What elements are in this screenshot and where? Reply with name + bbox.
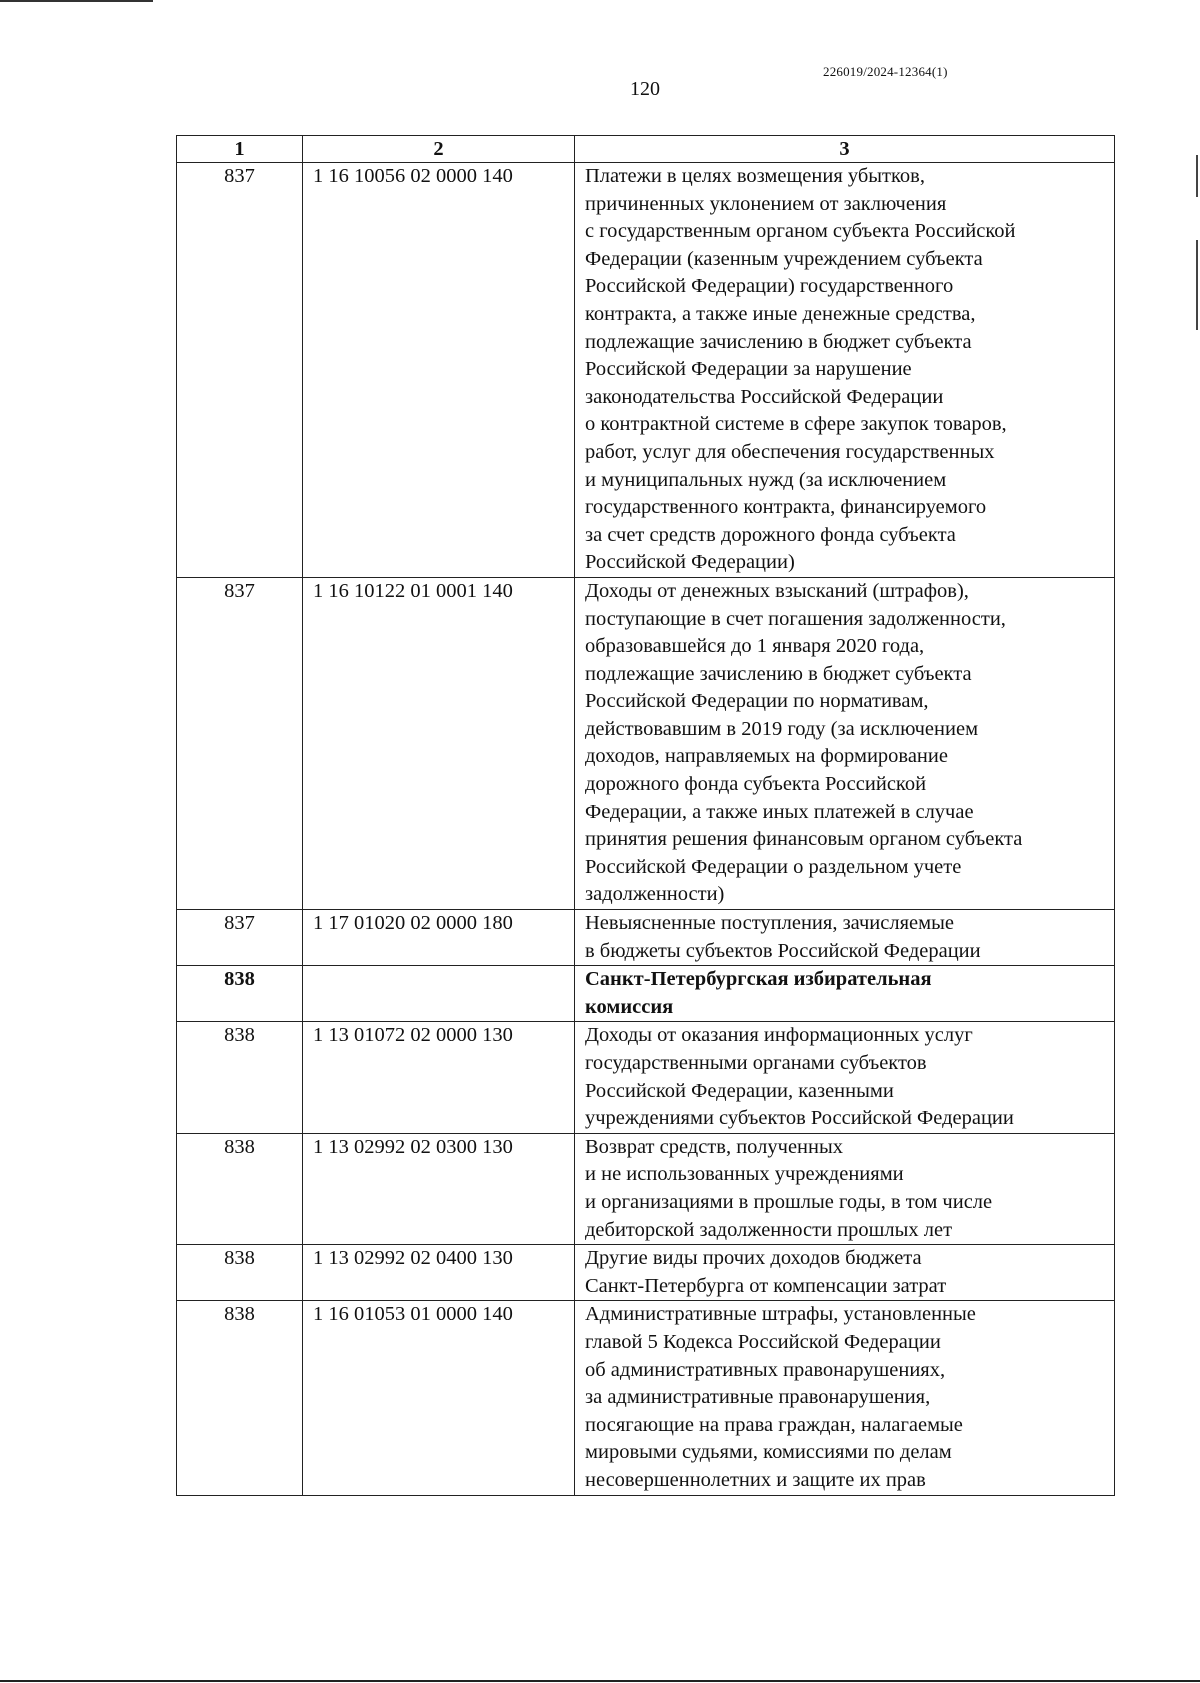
scan-edge-mark: [1196, 240, 1198, 330]
budget-code-cell: 1 16 10122 01 0001 140: [303, 577, 575, 909]
description-line: и не использованных учреждениями: [585, 1163, 904, 1186]
description-line: Возврат средств, полученных: [585, 1135, 844, 1158]
description-line: дорожного фонда субъекта Российской: [585, 773, 927, 796]
description-line: Российской Федерации) государственного: [585, 275, 954, 298]
budget-code-cell: [303, 966, 575, 1022]
description-line: с государственным органом субъекта Российской: [585, 220, 1016, 243]
page-number: 120: [630, 78, 660, 100]
description-cell: [575, 1022, 1115, 1133]
description-line: принятия решения финансовым органом субъекта: [585, 828, 1023, 851]
description-line: Российской Федерации о раздельном учете: [585, 855, 962, 878]
admin-code-cell: 838: [177, 1022, 303, 1133]
table-row: [177, 910, 1115, 966]
description-line: об административных правонарушениях,: [585, 1358, 946, 1381]
column-header-3: 3: [575, 136, 1115, 163]
description-line: действовавшим в 2019 году (за исключением: [585, 717, 979, 740]
table-row: [177, 966, 1115, 1022]
description-line: Доходы от денежных взысканий (штрафов),: [585, 579, 969, 602]
description-line: посягающие на права граждан, налагаемые: [585, 1413, 963, 1436]
scan-edge-mark: [1196, 155, 1198, 197]
description-line: за счет средств дорожного фонда субъекта: [585, 523, 956, 546]
description-line: Санкт-Петербурга от компенсации затрат: [585, 1274, 947, 1297]
description-line: Административные штрафы, установленные: [585, 1303, 976, 1326]
description-line: Российской Федерации за нарушение: [585, 358, 912, 381]
budget-code-cell: 1 16 10056 02 0000 140: [303, 163, 575, 578]
description-line: комиссия: [585, 995, 674, 1018]
budget-code-cell: 1 13 01072 02 0000 130: [303, 1022, 575, 1133]
admin-code-cell: 838: [177, 1245, 303, 1301]
description-line: контракта, а также иные денежные средства,: [585, 302, 976, 325]
description-line: и муниципальных нужд (за исключением: [585, 468, 947, 491]
description-line: государственного контракта, финансируемого: [585, 496, 987, 519]
description-cell: [575, 1245, 1115, 1301]
admin-code-cell: 838: [177, 966, 303, 1022]
description-line: Другие виды прочих доходов бюджета: [585, 1247, 922, 1270]
admin-code-cell: 837: [177, 577, 303, 909]
description-line: в бюджеты субъектов Российской Федерации: [585, 939, 981, 962]
budget-code-cell: 1 17 01020 02 0000 180: [303, 910, 575, 966]
description-line: Российской Федерации по нормативам,: [585, 690, 929, 713]
description-line: несовершеннолетних и защите их прав: [585, 1468, 926, 1491]
description-line: причиненных уклонением от заключения: [585, 192, 947, 215]
admin-code-cell: 838: [177, 1133, 303, 1244]
table-row: [177, 1022, 1115, 1133]
column-header-2: 2: [303, 136, 575, 163]
description-line: задолженности): [585, 883, 725, 906]
description-line: работ, услуг для обеспечения государственных: [585, 440, 995, 463]
scan-edge-top: [0, 0, 153, 2]
revenue-codes-table: [176, 135, 1115, 1496]
description-line: государственными органами субъектов: [585, 1052, 927, 1074]
description-line: Невыясненные поступления, зачисляемые: [585, 912, 954, 935]
description-line: Доходы от оказания информационных услуг: [585, 1024, 973, 1047]
description-line: подлежащие зачислению в бюджет субъекта: [585, 662, 972, 685]
description-cell: [575, 163, 1115, 578]
table-row: [177, 1245, 1115, 1301]
description-line: Федерации, а также иных платежей в случае: [585, 800, 974, 823]
table-header-row: [177, 136, 1115, 163]
description-cell: [575, 1301, 1115, 1495]
description-line: поступающие в счет погашения задолженности,: [585, 607, 1006, 630]
description-cell: [575, 910, 1115, 966]
description-line: доходов, направляемых на формирование: [585, 745, 948, 768]
description-line: Федерации (казенным учреждением субъекта: [585, 247, 983, 270]
description-line: дебиторской задолженности прошлых лет: [585, 1218, 953, 1241]
description-line: о контрактной системе в сфере закупок товаров,: [585, 413, 1007, 436]
column-header-1: 1: [177, 136, 303, 163]
description-line: образовавшейся до 1 января 2020 года,: [585, 635, 925, 658]
description-cell: [575, 966, 1115, 1022]
description-line: и организациями в прошлые годы, в том числе: [585, 1190, 993, 1213]
admin-code-cell: 838: [177, 1301, 303, 1495]
description-line: мировыми судьями, комиссиями по делам: [585, 1441, 952, 1464]
description-line: учреждениями субъектов Российской Федерации: [585, 1107, 1014, 1130]
table-row: [177, 577, 1115, 909]
description-line: Санкт-Петербургская избирательная: [585, 968, 932, 991]
description-line: главой 5 Кодекса Российской Федерации: [585, 1330, 941, 1353]
description-line: за административные правонарушения,: [585, 1386, 931, 1409]
description-line: законодательства Российской Федерации: [585, 385, 944, 408]
description-cell: [575, 577, 1115, 909]
description-line: Российской Федерации): [585, 551, 795, 574]
scan-edge-bottom: [0, 1680, 1200, 1682]
budget-code-cell: 1 16 01053 01 0000 140: [303, 1301, 575, 1495]
table-row: [177, 1133, 1115, 1244]
admin-code-cell: 837: [177, 910, 303, 966]
budget-code-cell: 1 13 02992 02 0300 130: [303, 1133, 575, 1244]
description-line: Российской Федерации, казенными: [585, 1079, 894, 1102]
description-line: подлежащие зачислению в бюджет субъекта: [585, 330, 972, 353]
table-row: [177, 163, 1115, 578]
table-row: [177, 1301, 1115, 1495]
admin-code-cell: 837: [177, 163, 303, 578]
description-cell: [575, 1133, 1115, 1244]
budget-code-cell: 1 13 02992 02 0400 130: [303, 1245, 575, 1301]
document-number: 226019/2024-12364(1): [823, 64, 948, 79]
description-line: Платежи в целях возмещения убытков,: [585, 165, 925, 187]
